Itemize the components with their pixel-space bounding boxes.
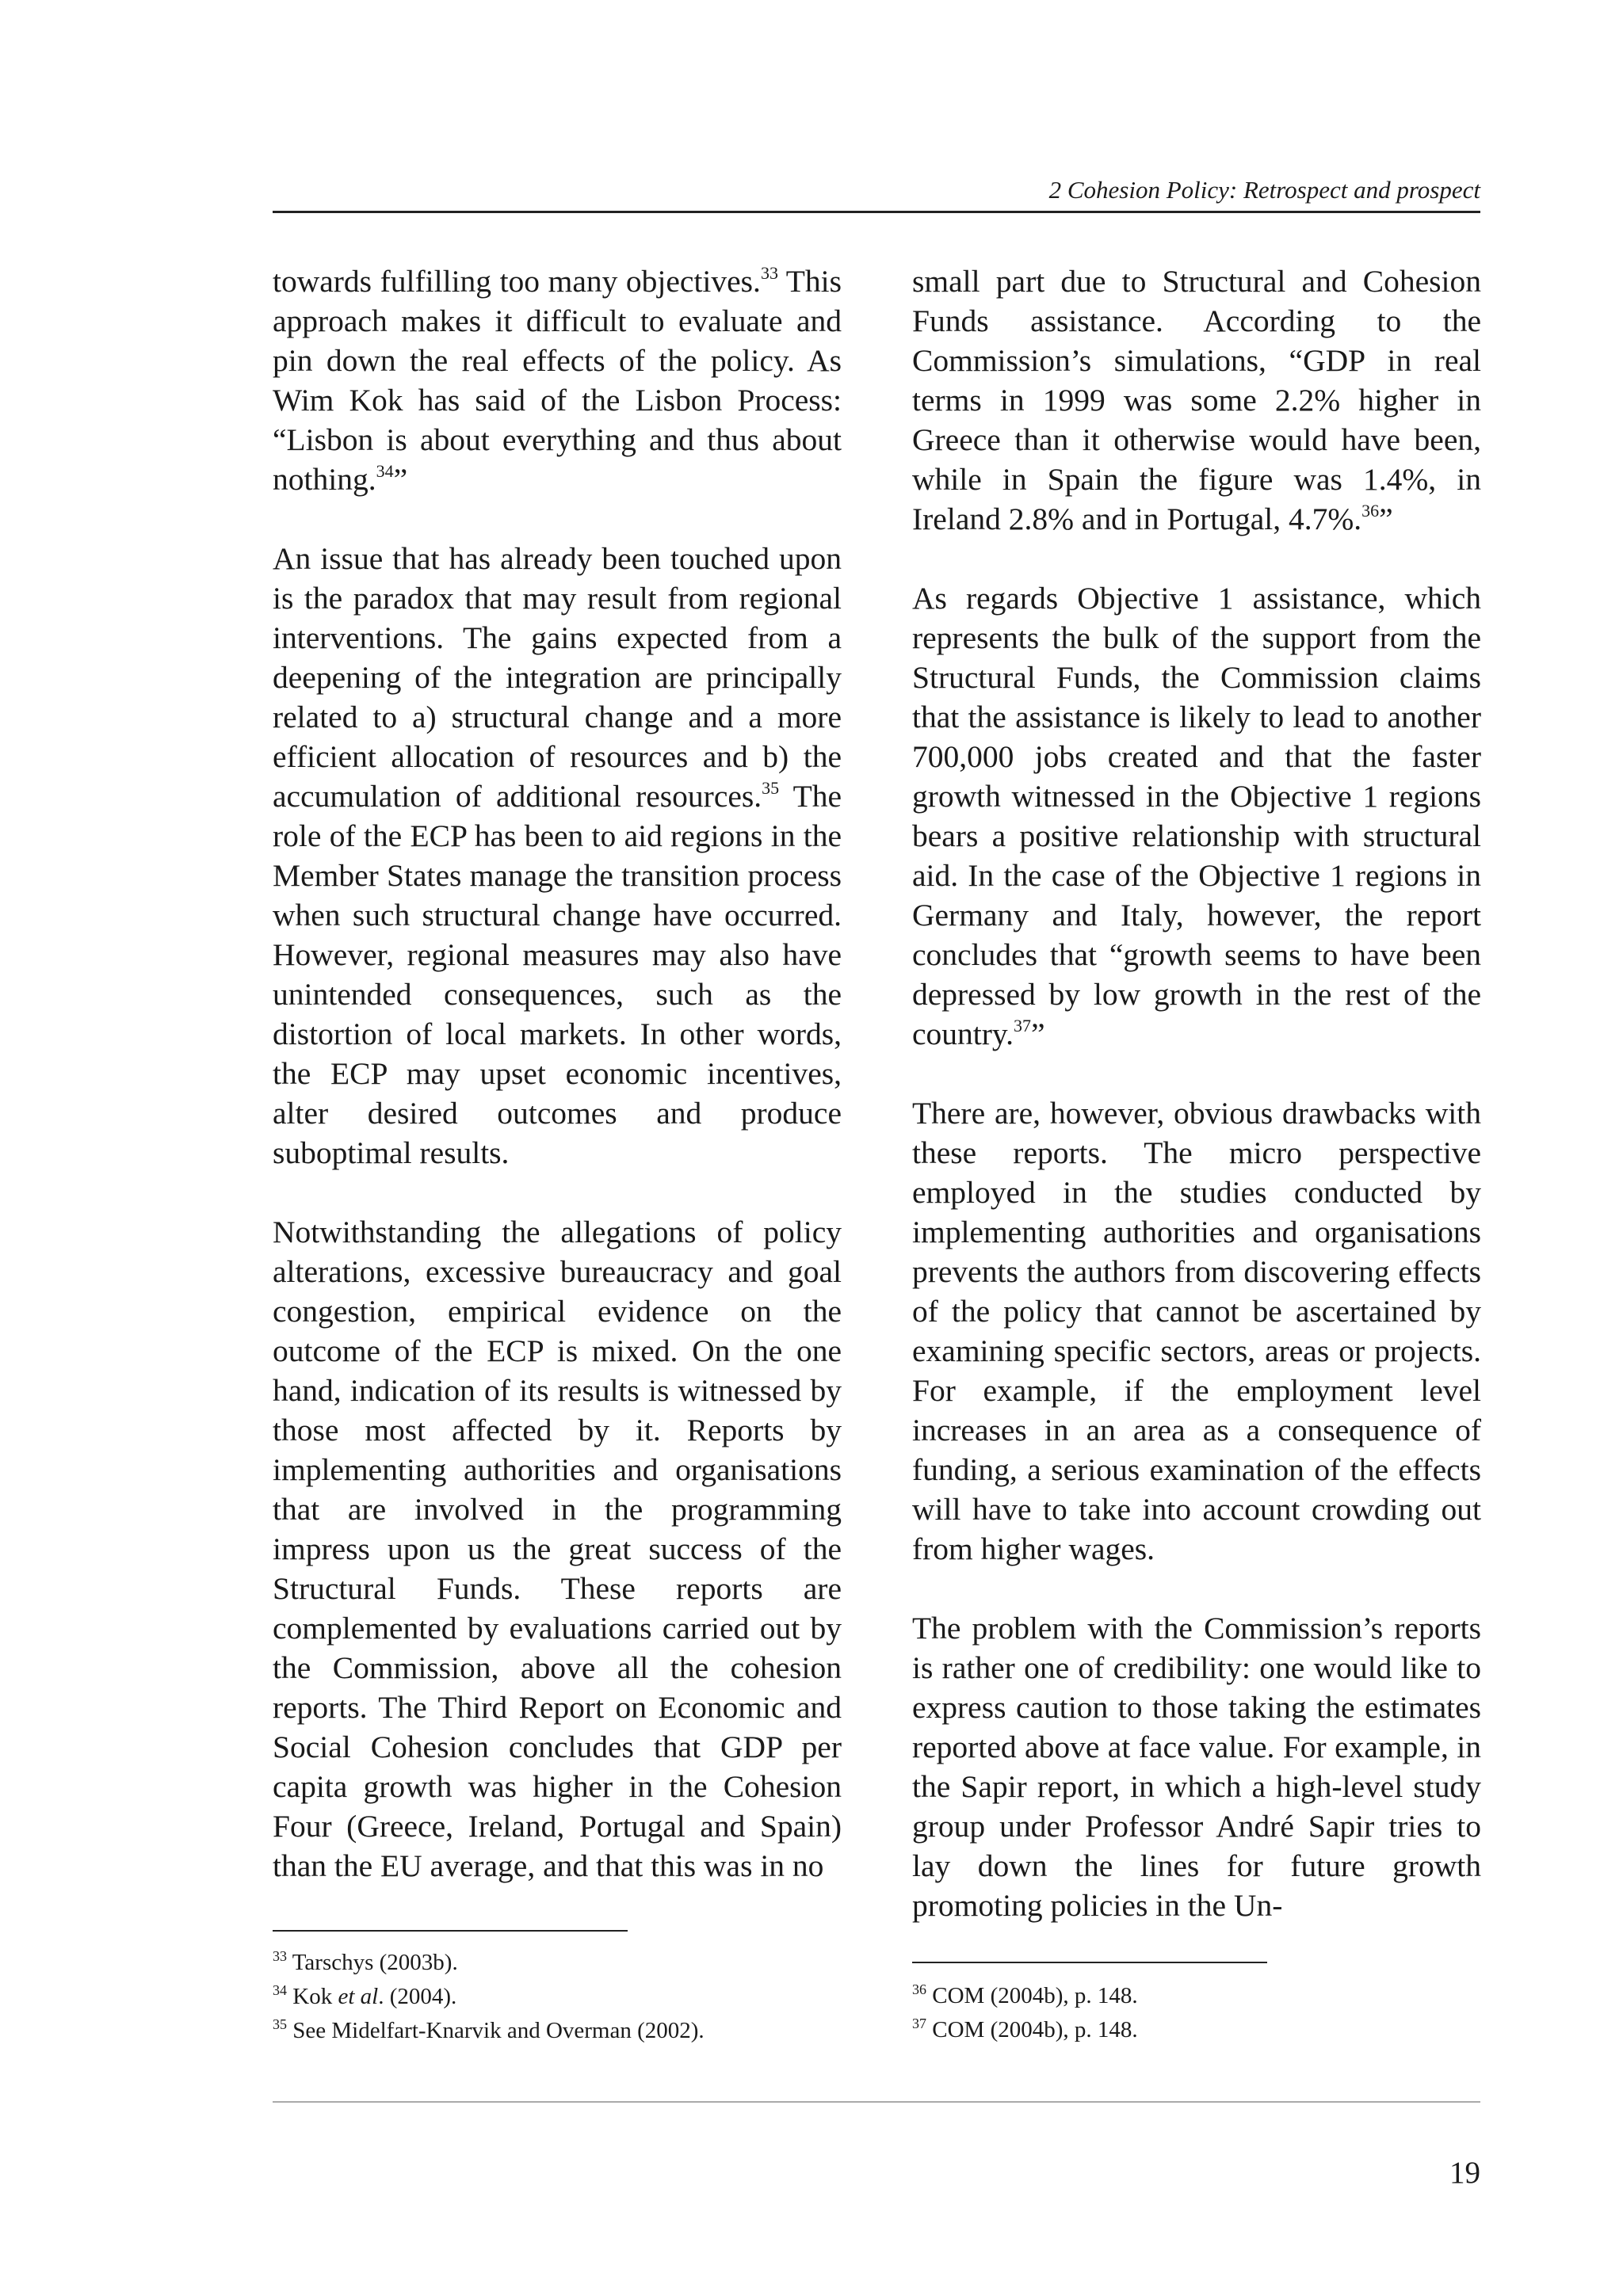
paragraph: [912, 1608, 1481, 1925]
text: towards fulfilling too many objectives.: [273, 264, 761, 299]
page-number: 19: [1449, 2156, 1480, 2190]
text: Kok: [287, 1984, 338, 2009]
text: An issue that has already been touched upon is the paradox that may result from regional interventions. The gains expected from a deepening of the integration are principally related to a) structural change and a more efficient allocation of resources and b) the accumulation of additional resources.: [273, 541, 842, 814]
text: ”: [1379, 502, 1393, 536]
text: The problem with the Commission’s reports is rather one of credibility: one would like to express caution to those taking the estimates reported above at face value. For example, in the Sapir report, in which a high-level study group under Professor André Sapir tries to lay down the lines for future growth promoting policies in the Un-: [912, 1611, 1481, 1923]
text: This approach makes it difficult to evaluate and pin down the real effects of the policy. As Wim Kok has said of the Lisbon Process: “Lisbon is about everything and thus about nothing.: [273, 264, 842, 497]
paragraph: [912, 1093, 1481, 1569]
text: Notwithstanding the allegations of policy alterations, excessive bureaucracy and goal congestion, empirical evidence on the outcome of the ECP is mixed. On the one hand, indication of its results is witnessed by those most affected by it. Reports by implementing authorities and organisations that are involved in the programming impress upon us the great success of the Structural Funds. These reports are complemented by evaluations carried out by the Commission, above all the cohesion reports. The Third Report on Economic and Social Cohesion concludes that GDP per capita growth was higher in the Cohesion Four (Greece, Ireland, Portugal and Spain) than the EU average, and that this was in no: [273, 1215, 842, 1883]
text: . (2004).: [378, 1984, 457, 2009]
text: As regards Objective 1 assistance, which represents the bulk of the support from the Structural Funds, the Commission claims that the assistance is likely to lead to another 700,000 jobs created and that the faster growth witnessed in the Objective 1 regions bears a positive relationship with structural aid. In the case of the Objective 1 regions in Germany and Italy, however, the report concludes that “growth seems to have been depressed by low growth in the rest of the country.: [912, 581, 1481, 1051]
italic-text: et al: [338, 1984, 379, 2009]
footnote-ref: 33: [760, 263, 778, 283]
footnote-ref: 34: [376, 461, 394, 481]
paragraph: [273, 261, 842, 499]
text: COM (2004b), p. 148.: [926, 2017, 1138, 2042]
left-column: [273, 261, 842, 1925]
right-column: [912, 261, 1481, 1965]
footnote: [273, 1946, 842, 1980]
footnote-ref: 37: [912, 2016, 926, 2031]
text: There are, however, obvious drawbacks with these reports. The micro perspective employed in the studies conducted by implementing authorities and organisations prevents the authors from discovering effects of the policy that cannot be ascertained by examining specific sectors, areas or projects. For example, if the employment level increases in an area as a consequence of funding, a serious examination of the effects will have to take into account crowding out from higher wages.: [912, 1096, 1481, 1566]
text: small part due to Structural and Cohesion Funds assistance. According to the Commission’s simulations, “GDP in real terms in 1999 was some 2.2% higher in Greece than it otherwise would have been, while in Spain the figure was 1.4%, in Ireland 2.8% and in Portugal, 4.7%.: [912, 264, 1481, 536]
paragraph: [273, 539, 842, 1173]
text: ”: [393, 462, 408, 497]
paragraph: [912, 578, 1481, 1054]
text: ”: [1030, 1016, 1045, 1051]
footnote-ref: 33: [273, 1948, 287, 1964]
footnote-ref: 35: [762, 778, 780, 798]
text: The role of the ECP has been to aid regions in the Member States manage the transition process when such structural change have occurred. However, regional measures may also have unintended consequences, such as the distortion of local markets. In other words, the ECP may upset economic incentives, alter desired outcomes and produce suboptimal results.: [273, 779, 842, 1170]
footnote-ref: 35: [273, 2016, 287, 2032]
footnotes-left: [273, 1946, 842, 2048]
footnote-ref: 37: [1013, 1016, 1031, 1035]
footnote: [912, 2013, 1481, 2047]
footnote-rule-right: [912, 1962, 1267, 1963]
text: Tarschys (2003b).: [287, 1950, 458, 1975]
footnotes-right: [912, 1979, 1481, 2047]
footnote: [273, 2014, 842, 2048]
paragraph: [273, 1212, 842, 1886]
paragraph: [912, 261, 1481, 539]
footnote-rule-left: [273, 1930, 628, 1932]
footnote-ref: 36: [1361, 501, 1380, 521]
text: See Midelfart-Knarvik and Overman (2002).: [287, 2018, 705, 2043]
footnote-ref: 36: [912, 1981, 926, 1997]
running-header: 2 Cohesion Policy: Retrospect and prospect: [1048, 176, 1480, 204]
footer-rule: [273, 2101, 1480, 2103]
header-rule: [273, 211, 1480, 213]
footnote: [273, 1980, 842, 2014]
text: COM (2004b), p. 148.: [926, 1983, 1138, 2008]
footnote-ref: 34: [273, 1982, 287, 1998]
footnote: [912, 1979, 1481, 2013]
